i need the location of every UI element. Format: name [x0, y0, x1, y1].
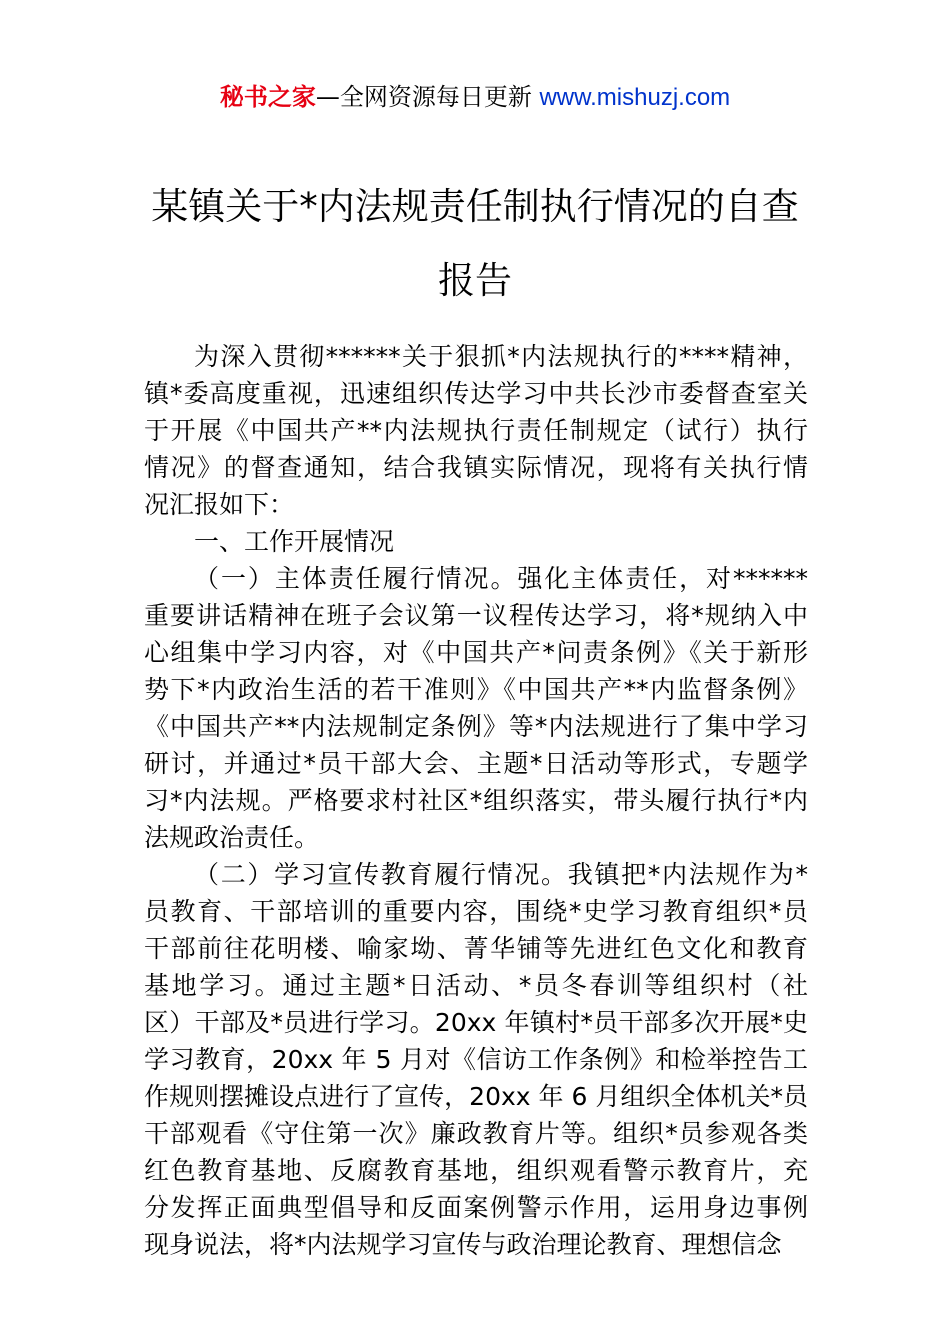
title-line-2: 报告 [438, 259, 512, 302]
paragraph-line: 法规政治责任。 [144, 823, 320, 852]
paragraph [144, 523, 808, 560]
paragraph-line: 员教育、干部培训的重要内容，围绕*史学习教育组织*员 [144, 897, 808, 926]
paragraph-line: 情况》的督查通知，结合我镇实际情况，现将有关执行情 [144, 453, 808, 482]
paragraph-line: 红色教育基地、反腐教育基地，组织观看警示教育片，充 [144, 1156, 808, 1185]
paragraph-line: 分发挥正面典型倡导和反面案例警示作用，运用身边事例 [144, 1193, 808, 1222]
paragraph [144, 338, 808, 523]
site-header [0, 82, 950, 113]
site-url-link[interactable]: www.mishuzj.com [539, 84, 731, 111]
paragraph-line: （一）主体责任履行情况。强化主体责任，对****** [194, 564, 808, 593]
brand-name: 秘书之家 [219, 83, 316, 111]
paragraph-line: 镇*委高度重视，迅速组织传达学习中共长沙市委督查室关 [144, 379, 808, 408]
paragraph-line: 现身说法，将*内法规学习宣传与政治理论教育、理想信念 [144, 1230, 782, 1259]
paragraph-line: 重要讲话精神在班子会议第一议程传达学习，将*规纳入中 [144, 601, 808, 630]
paragraph-line: 《中国共产**内法规制定条例》等*内法规进行了集中学习 [144, 712, 808, 741]
paragraph-line: 为深入贯彻******关于狠抓*内法规执行的****精神， [194, 342, 808, 371]
paragraph-line: 况汇报如下： [144, 490, 295, 519]
paragraph-line: 习*内法规。严格要求村社区*组织落实，带头履行执行*内 [144, 786, 808, 815]
paragraph-line: 干部前往花明楼、喻家坳、菁华铺等先进红色文化和教育 [144, 934, 808, 963]
paragraph-line: 势下*内政治生活的若干准则》《中国共产**内监督条例》 [144, 675, 808, 704]
title-line-1: 某镇关于*内法规责任制执行情况的自查 [151, 185, 799, 228]
paragraph-line: 区）干部及*员进行学习。20xx 年镇村*员干部多次开展*史 [144, 1008, 808, 1037]
paragraph-line: （二）学习宣传教育履行情况。我镇把*内法规作为* [194, 860, 808, 889]
document-body [144, 338, 808, 1263]
paragraph-line: 干部观看《守住第一次》廉政教育片等。组织*员参观各类 [144, 1119, 808, 1148]
document-title [0, 170, 950, 318]
paragraph [144, 856, 808, 1263]
paragraph-line: 心组集中学习内容，对《中国共产*问责条例》《关于新形 [144, 638, 808, 667]
paragraph-line: 基地学习。通过主题*日活动、*员冬春训等组织村（社 [144, 971, 808, 1000]
paragraph-line: 研讨，并通过*员干部大会、主题*日活动等形式，专题学 [144, 749, 808, 778]
paragraph-line: 于开展《中国共产**内法规执行责任制规定（试行）执行 [144, 416, 808, 445]
paragraph-line: 作规则摆摊设点进行了宣传，20xx 年 6 月组织全体机关*员 [144, 1082, 808, 1111]
paragraph-line: 一、工作开展情况 [194, 527, 395, 556]
paragraph [144, 560, 808, 856]
paragraph-line: 学习教育，20xx 年 5 月对《信访工作条例》和检举控告工 [144, 1045, 808, 1074]
header-tagline: —全网资源每日更新 [315, 83, 540, 111]
